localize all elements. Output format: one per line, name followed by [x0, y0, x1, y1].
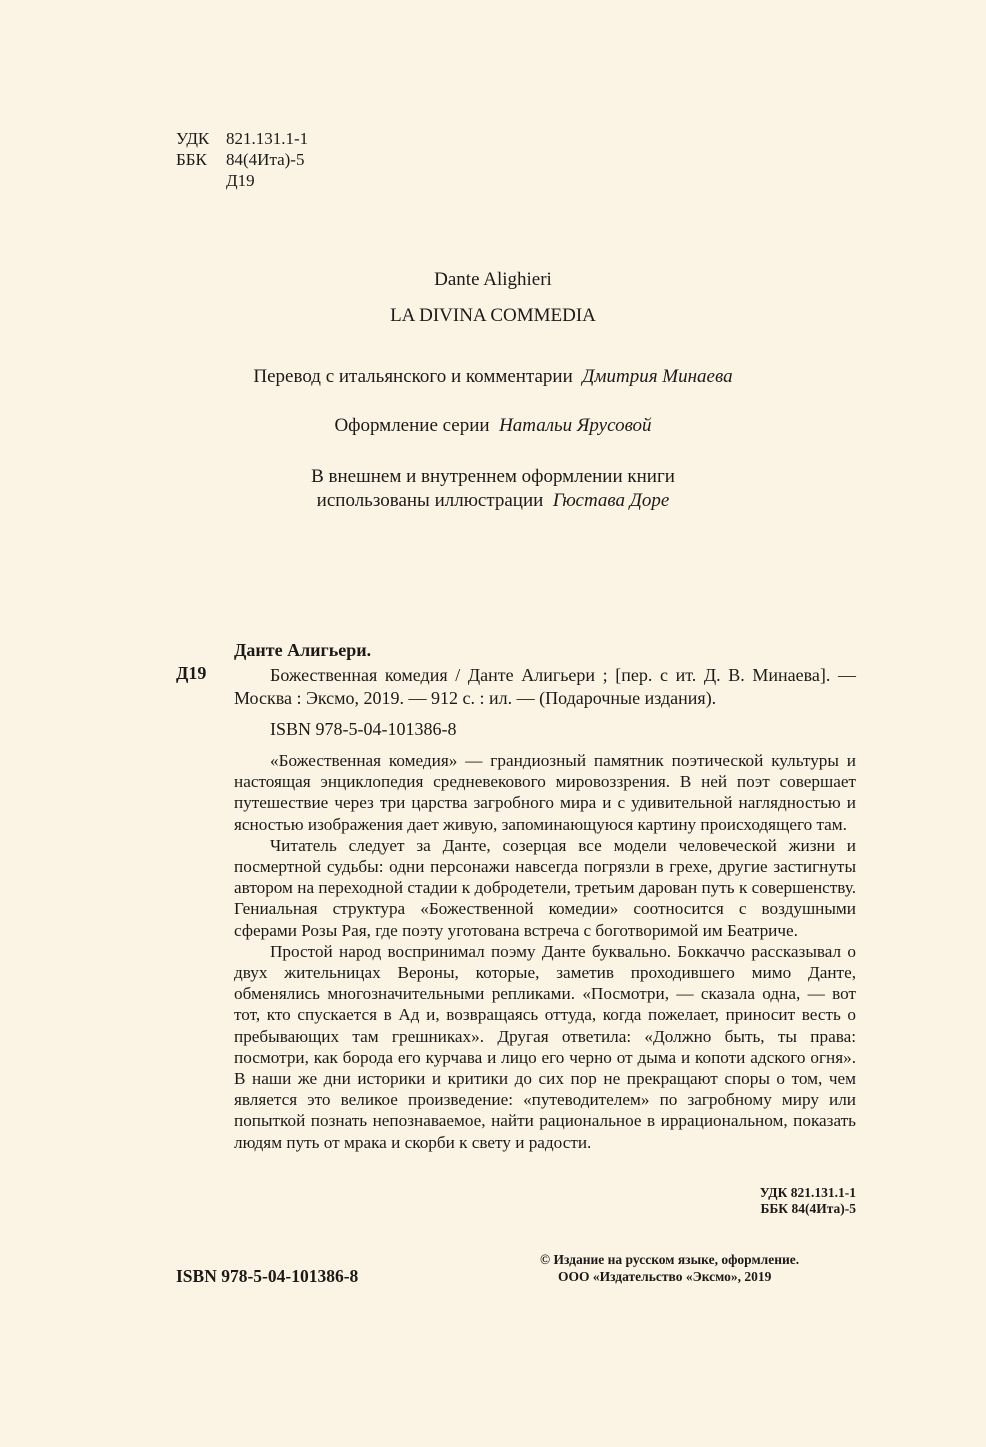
- classification-codes: [176, 128, 308, 191]
- bbk-value: 84(4Ита)-5: [226, 150, 305, 169]
- catalog-isbn: ISBN 978-5-04-101386-8: [270, 719, 457, 739]
- copyright-line-2: ООО «Издательство «Эксмо», 2019: [558, 1269, 772, 1284]
- original-author: Dante Alighieri: [434, 269, 552, 290]
- series-designer-name: Натальи Ярусовой: [499, 415, 652, 436]
- udk-code: УДК 821.131.1-1: [759, 1185, 856, 1200]
- classification-codes-bottom: [706, 1185, 856, 1217]
- catalog-description: Божественная комедия / Данте Алигьери ; [пер. с ит. Д. В. Минаева]. — Москва : Эксмо, 2019. — 912 с. : ил. — (Подарочные издания).: [234, 665, 856, 708]
- translator-name: Дмитрия Минаева: [582, 366, 733, 387]
- annotation-paragraph: «Божественная комедия» — грандиозный памятник поэтической культуры и настоящая энциклопедия средневекового мировоззрения. В ней поэт совершает путешествие через три царства загробного мира и с удивительной наглядностью и ясностью изображения дает живую, запоминающуюся картину происходящего там.: [234, 751, 856, 834]
- illustrations-line-2: использованы иллюстрации: [316, 490, 544, 511]
- catalog-sign: Д19: [176, 663, 207, 683]
- udk-value: 821.131.1-1: [226, 129, 309, 148]
- annotation: [234, 750, 856, 1153]
- translation-credit: [0, 365, 986, 389]
- catalog-author: Данте Алигьери.: [234, 640, 372, 660]
- translation-prefix: Перевод с итальянского и комментарии: [253, 366, 573, 387]
- illustrations-credit: [0, 489, 986, 513]
- bbk-label: ББК: [176, 150, 207, 169]
- author-sign: Д19: [226, 171, 255, 190]
- copyright-line-1: © Издание на русском языке, оформление.: [540, 1252, 800, 1267]
- series-credit: [0, 414, 986, 438]
- copyright-notice: [540, 1251, 799, 1285]
- annotation-paragraph: Простой народ воспринимал поэму Данте буквально. Боккаччо рассказывал о двух жительницах Вероны, которые, заметив проходившего мимо Данте, обменялись многозначительными репликами. «Посмотри, — сказала одна, — вот тот, кто спускается в Ад и, возвращаясь оттуда, когда пожелает, приносит весть о пребывающих там грешниках». Другая ответила: «Должно быть, ты права: посмотри, как борода его курчава и лицо его черно от дыма и копоти адского огня». В наши же дни историки и критики до сих пор не прекращают споры о том, чем является это великое произведение: «путеводителем» по загробному миру или попыткой познать непознаваемое, найти рациональное в иррациональном, показать людям путь от мрака и скорби к свету и радости.: [234, 941, 856, 1152]
- original-title: LA DIVINA COMMEDIA: [390, 305, 596, 326]
- bbk-code: ББК 84(4Ита)-5: [760, 1201, 856, 1216]
- illustrator-name: Гюстава Доре: [552, 490, 670, 511]
- udk-label: УДК: [176, 129, 210, 148]
- series-prefix: Оформление серии: [334, 415, 490, 436]
- isbn-footer: ISBN 978-5-04-101386-8: [176, 1266, 359, 1286]
- annotation-paragraph: Читатель следует за Данте, созерцая все модели человеческой жизни и посмертной судьбы: одни персонажи навсегда погрязли в грехе, другие застигнуты автором на переходной стадии к добродетели, третьим дарован путь к совершенству. Гениальная структура «Божественной комедии» соотносится с воздушными сферами Розы Рая, где поэту уготована встреча с боготворимой им Беатриче.: [234, 835, 856, 940]
- illustrations-line-1: В внешнем и внутреннем оформлении книги: [311, 466, 675, 487]
